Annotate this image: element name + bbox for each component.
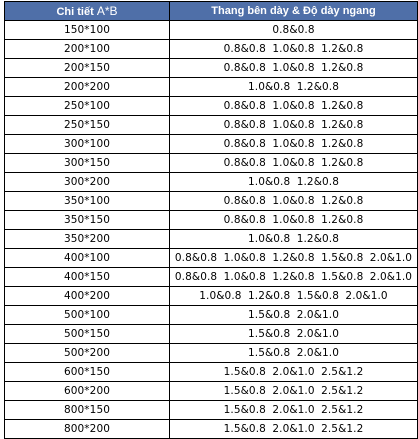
table-row	[5, 363, 418, 382]
table-row	[5, 249, 418, 268]
thickness-cell: 1.5&0.8 2.0&1.0	[170, 306, 418, 325]
thickness-cell: 1.0&0.8 1.2&0.8	[170, 230, 418, 249]
table-row	[5, 420, 418, 439]
table-row	[5, 21, 418, 40]
thickness-cell: 0.8&0.8 1.0&0.8 1.2&0.8	[170, 59, 418, 78]
size-cell: 500*200	[5, 344, 170, 363]
table-row	[5, 268, 418, 287]
size-cell: 300*100	[5, 135, 170, 154]
table-row	[5, 135, 418, 154]
size-cell: 250*150	[5, 116, 170, 135]
thickness-cell: 1.5&0.8 2.0&1.0	[170, 344, 418, 363]
size-cell: 350*200	[5, 230, 170, 249]
table-row	[5, 40, 418, 59]
thickness-cell: 1.5&0.8 2.0&1.0 2.5&1.2	[170, 363, 418, 382]
table-row	[5, 173, 418, 192]
thickness-cell: 0.8&0.8 1.0&0.8 1.2&0.8	[170, 97, 418, 116]
thickness-cell: 0.8&0.8 1.0&0.8 1.2&0.8 1.5&0.8 2.0&1.0	[170, 268, 418, 287]
size-cell: 350*150	[5, 211, 170, 230]
table-row	[5, 306, 418, 325]
table-row	[5, 116, 418, 135]
thickness-cell: 0.8&0.8 1.0&0.8 1.2&0.8	[170, 154, 418, 173]
table-row	[5, 401, 418, 420]
thickness-cell: 1.0&0.8 1.2&0.8 1.5&0.8 2.0&1.0	[170, 287, 418, 306]
size-cell: 800*200	[5, 420, 170, 439]
thickness-cell: 1.5&0.8 2.0&1.0 2.5&1.2	[170, 401, 418, 420]
table-body	[5, 21, 418, 439]
thickness-cell: 1.5&0.8 2.0&1.0	[170, 325, 418, 344]
size-cell: 250*100	[5, 97, 170, 116]
size-cell: 300*150	[5, 154, 170, 173]
table-row	[5, 78, 418, 97]
table-row	[5, 325, 418, 344]
thickness-cell: 1.5&0.8 2.0&1.0 2.5&1.2	[170, 382, 418, 401]
size-cell: 400*100	[5, 249, 170, 268]
table-row	[5, 382, 418, 401]
size-cell: 400*150	[5, 268, 170, 287]
thickness-cell: 1.0&0.8 1.2&0.8	[170, 78, 418, 97]
table-row	[5, 230, 418, 249]
header-size-code: A*B	[96, 4, 118, 18]
size-cell: 300*200	[5, 173, 170, 192]
thickness-cell: 1.5&0.8 2.0&1.0 2.5&1.2	[170, 420, 418, 439]
table-row	[5, 192, 418, 211]
thickness-cell: 0.8&0.8	[170, 21, 418, 40]
thickness-cell: 0.8&0.8 1.0&0.8 1.2&0.8 1.5&0.8 2.0&1.0	[170, 249, 418, 268]
table-row	[5, 59, 418, 78]
thickness-cell: 0.8&0.8 1.0&0.8 1.2&0.8	[170, 135, 418, 154]
size-cell: 500*150	[5, 325, 170, 344]
header-size-label: Chi tiết	[56, 6, 97, 18]
table-row	[5, 344, 418, 363]
size-cell: 400*200	[5, 287, 170, 306]
thickness-cell: 0.8&0.8 1.0&0.8 1.2&0.8	[170, 192, 418, 211]
header-thickness: Thang bên dày & Độ dày ngang	[170, 2, 418, 21]
table-row	[5, 97, 418, 116]
size-cell: 800*150	[5, 401, 170, 420]
spec-table	[4, 1, 418, 439]
size-cell: 200*150	[5, 59, 170, 78]
size-cell: 500*100	[5, 306, 170, 325]
thickness-cell: 0.8&0.8 1.0&0.8 1.2&0.8	[170, 116, 418, 135]
thickness-cell: 0.8&0.8 1.0&0.8 1.2&0.8	[170, 40, 418, 59]
size-cell: 600*200	[5, 382, 170, 401]
size-cell: 200*200	[5, 78, 170, 97]
size-cell: 600*150	[5, 363, 170, 382]
header-size	[5, 2, 170, 21]
thickness-cell: 1.0&0.8 1.2&0.8	[170, 173, 418, 192]
table-header-row	[5, 2, 418, 21]
table-row	[5, 211, 418, 230]
thickness-cell: 0.8&0.8 1.0&0.8 1.2&0.8	[170, 211, 418, 230]
size-cell: 150*100	[5, 21, 170, 40]
size-cell: 200*100	[5, 40, 170, 59]
size-cell: 350*100	[5, 192, 170, 211]
table-row	[5, 287, 418, 306]
table-row	[5, 154, 418, 173]
